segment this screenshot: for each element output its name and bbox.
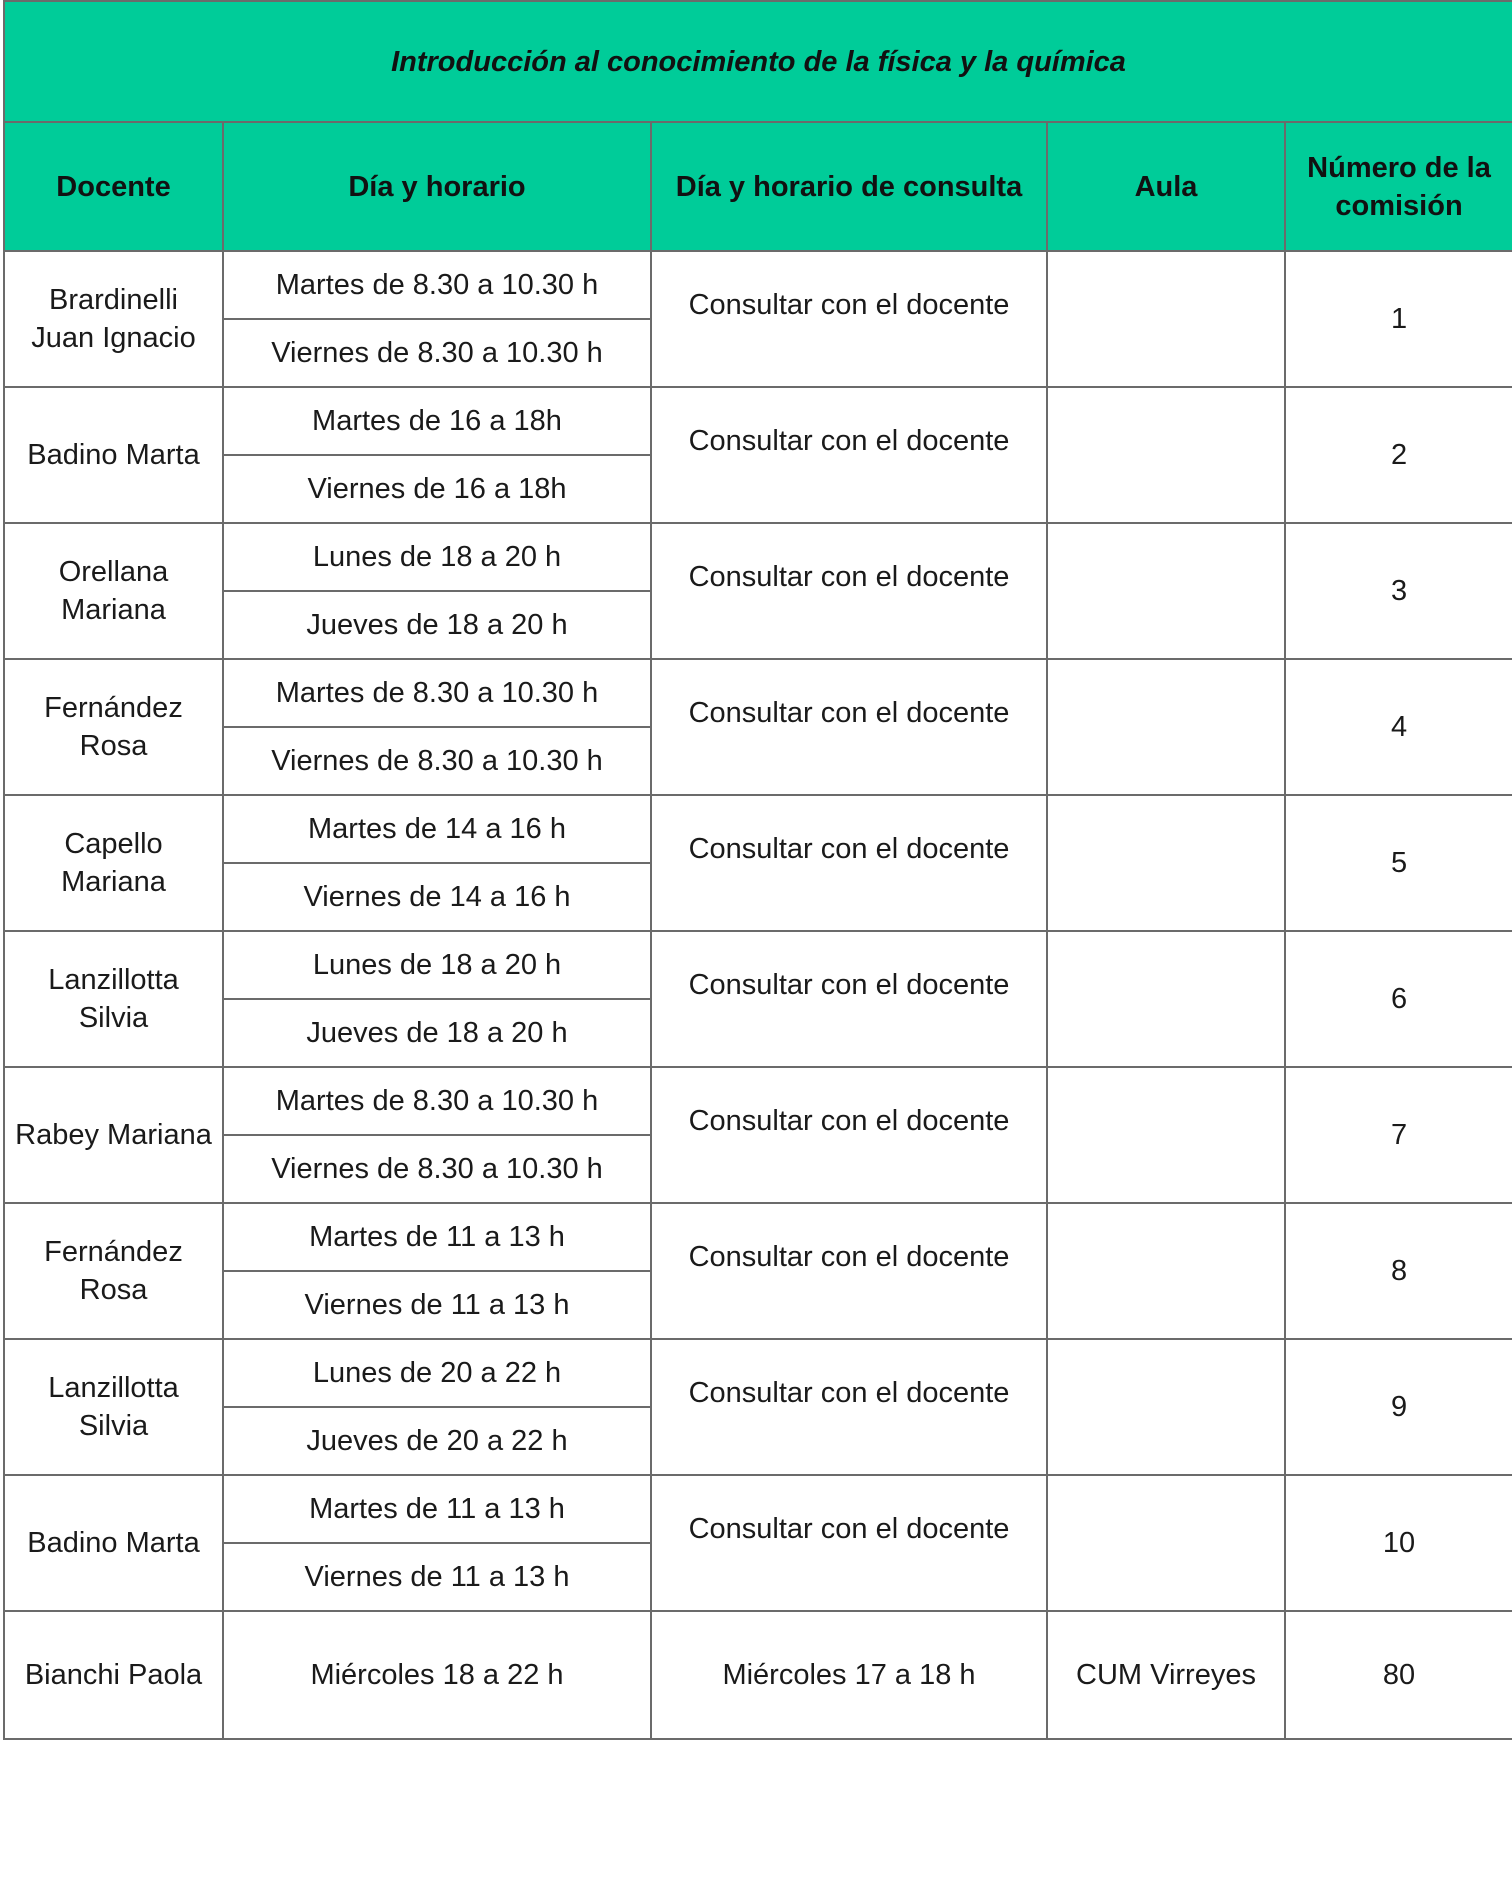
aula-cell [1047, 523, 1285, 659]
docente-cell: Badino Marta [4, 1475, 223, 1611]
horario-cell: Lunes de 20 a 22 h [223, 1339, 651, 1407]
docente-cell: Orellana Mariana [4, 523, 223, 659]
aula-cell [1047, 659, 1285, 795]
comision-cell: 8 [1285, 1203, 1512, 1339]
horario-cell: Jueves de 20 a 22 h [223, 1407, 651, 1475]
consulta-text: Consultar con el docente [688, 969, 1010, 1001]
aula-cell [1047, 1475, 1285, 1611]
table-row [4, 1339, 1512, 1407]
comision-cell: 4 [1285, 659, 1512, 795]
consulta-text: Consultar con el docente [688, 425, 1010, 457]
aula-cell [1047, 251, 1285, 387]
consulta-text: Consultar con el docente [688, 561, 1010, 593]
consulta-text: Consultar con el docente [688, 1513, 1010, 1545]
horario-cell: Jueves de 18 a 20 h [223, 999, 651, 1067]
consulta-cell: Miércoles 17 a 18 h [651, 1611, 1047, 1739]
docente-cell: Bianchi Paola [4, 1611, 223, 1739]
table-row [4, 251, 1512, 319]
horario-cell: Martes de 11 a 13 h [223, 1475, 651, 1543]
table-row [4, 1203, 1512, 1271]
title-row [4, 1, 1512, 122]
consulta-cell [651, 387, 1047, 523]
horario-cell: Viernes de 11 a 13 h [223, 1271, 651, 1339]
docente-cell: Fernández Rosa [4, 1203, 223, 1339]
horario-cell: Miércoles 18 a 22 h [223, 1611, 651, 1739]
aula-cell [1047, 1203, 1285, 1339]
table-row [4, 523, 1512, 591]
header-row [4, 122, 1512, 251]
comision-cell: 80 [1285, 1611, 1512, 1739]
aula-cell [1047, 387, 1285, 523]
consulta-text: Consultar con el docente [688, 289, 1010, 321]
comision-cell: 5 [1285, 795, 1512, 931]
header-dia-horario: Día y horario [223, 122, 651, 251]
table-row [4, 659, 1512, 727]
consulta-text: Consultar con el docente [688, 833, 1010, 865]
horario-cell: Lunes de 18 a 20 h [223, 931, 651, 999]
comision-cell: 9 [1285, 1339, 1512, 1475]
consulta-cell [651, 523, 1047, 659]
horario-cell: Martes de 8.30 a 10.30 h [223, 1067, 651, 1135]
consulta-cell [651, 1475, 1047, 1611]
header-aula: Aula [1047, 122, 1285, 251]
table-row [4, 795, 1512, 863]
comision-cell: 10 [1285, 1475, 1512, 1611]
comision-cell: 6 [1285, 931, 1512, 1067]
comision-cell: 3 [1285, 523, 1512, 659]
docente-cell: Fernández Rosa [4, 659, 223, 795]
consulta-cell [651, 795, 1047, 931]
docente-cell: Badino Marta [4, 387, 223, 523]
horario-cell: Jueves de 18 a 20 h [223, 591, 651, 659]
consulta-text: Consultar con el docente [688, 1241, 1010, 1273]
consulta-cell [651, 251, 1047, 387]
header-consulta: Día y horario de consulta [651, 122, 1047, 251]
aula-cell [1047, 931, 1285, 1067]
horario-cell: Martes de 16 a 18h [223, 387, 651, 455]
comision-cell: 2 [1285, 387, 1512, 523]
horario-cell: Viernes de 8.30 a 10.30 h [223, 727, 651, 795]
horario-cell: Martes de 14 a 16 h [223, 795, 651, 863]
consulta-text: Consultar con el docente [688, 1377, 1010, 1409]
schedule-table [3, 0, 1512, 1740]
consulta-cell [651, 1203, 1047, 1339]
table-row [4, 1475, 1512, 1543]
horario-cell: Viernes de 8.30 a 10.30 h [223, 319, 651, 387]
docente-cell: Lanzillotta Silvia [4, 931, 223, 1067]
table-row [4, 1067, 1512, 1135]
aula-cell [1047, 795, 1285, 931]
schedule-body [4, 251, 1512, 1739]
consulta-cell [651, 1067, 1047, 1203]
table-row [4, 931, 1512, 999]
header-comision: Número de la comisión [1285, 122, 1512, 251]
horario-cell: Viernes de 8.30 a 10.30 h [223, 1135, 651, 1203]
consulta-text: Consultar con el docente [688, 697, 1010, 729]
consulta-text: Consultar con el docente [688, 1105, 1010, 1137]
horario-cell: Martes de 8.30 a 10.30 h [223, 251, 651, 319]
table-row [4, 387, 1512, 455]
horario-cell: Martes de 8.30 a 10.30 h [223, 659, 651, 727]
horario-cell: Martes de 11 a 13 h [223, 1203, 651, 1271]
docente-cell: Rabey Mariana [4, 1067, 223, 1203]
docente-cell: Brardinelli Juan Ignacio [4, 251, 223, 387]
table-row [4, 1611, 1512, 1739]
table-title: Introducción al conocimiento de la física y la química [4, 1, 1512, 122]
header-docente: Docente [4, 122, 223, 251]
horario-cell: Viernes de 16 a 18h [223, 455, 651, 523]
aula-cell: CUM Virreyes [1047, 1611, 1285, 1739]
consulta-cell [651, 1339, 1047, 1475]
horario-cell: Viernes de 11 a 13 h [223, 1543, 651, 1611]
consulta-cell [651, 659, 1047, 795]
comision-cell: 7 [1285, 1067, 1512, 1203]
aula-cell [1047, 1067, 1285, 1203]
aula-cell [1047, 1339, 1285, 1475]
docente-cell: Capello Mariana [4, 795, 223, 931]
horario-cell: Lunes de 18 a 20 h [223, 523, 651, 591]
horario-cell: Viernes de 14 a 16 h [223, 863, 651, 931]
docente-cell: Lanzillotta Silvia [4, 1339, 223, 1475]
comision-cell: 1 [1285, 251, 1512, 387]
consulta-cell [651, 931, 1047, 1067]
